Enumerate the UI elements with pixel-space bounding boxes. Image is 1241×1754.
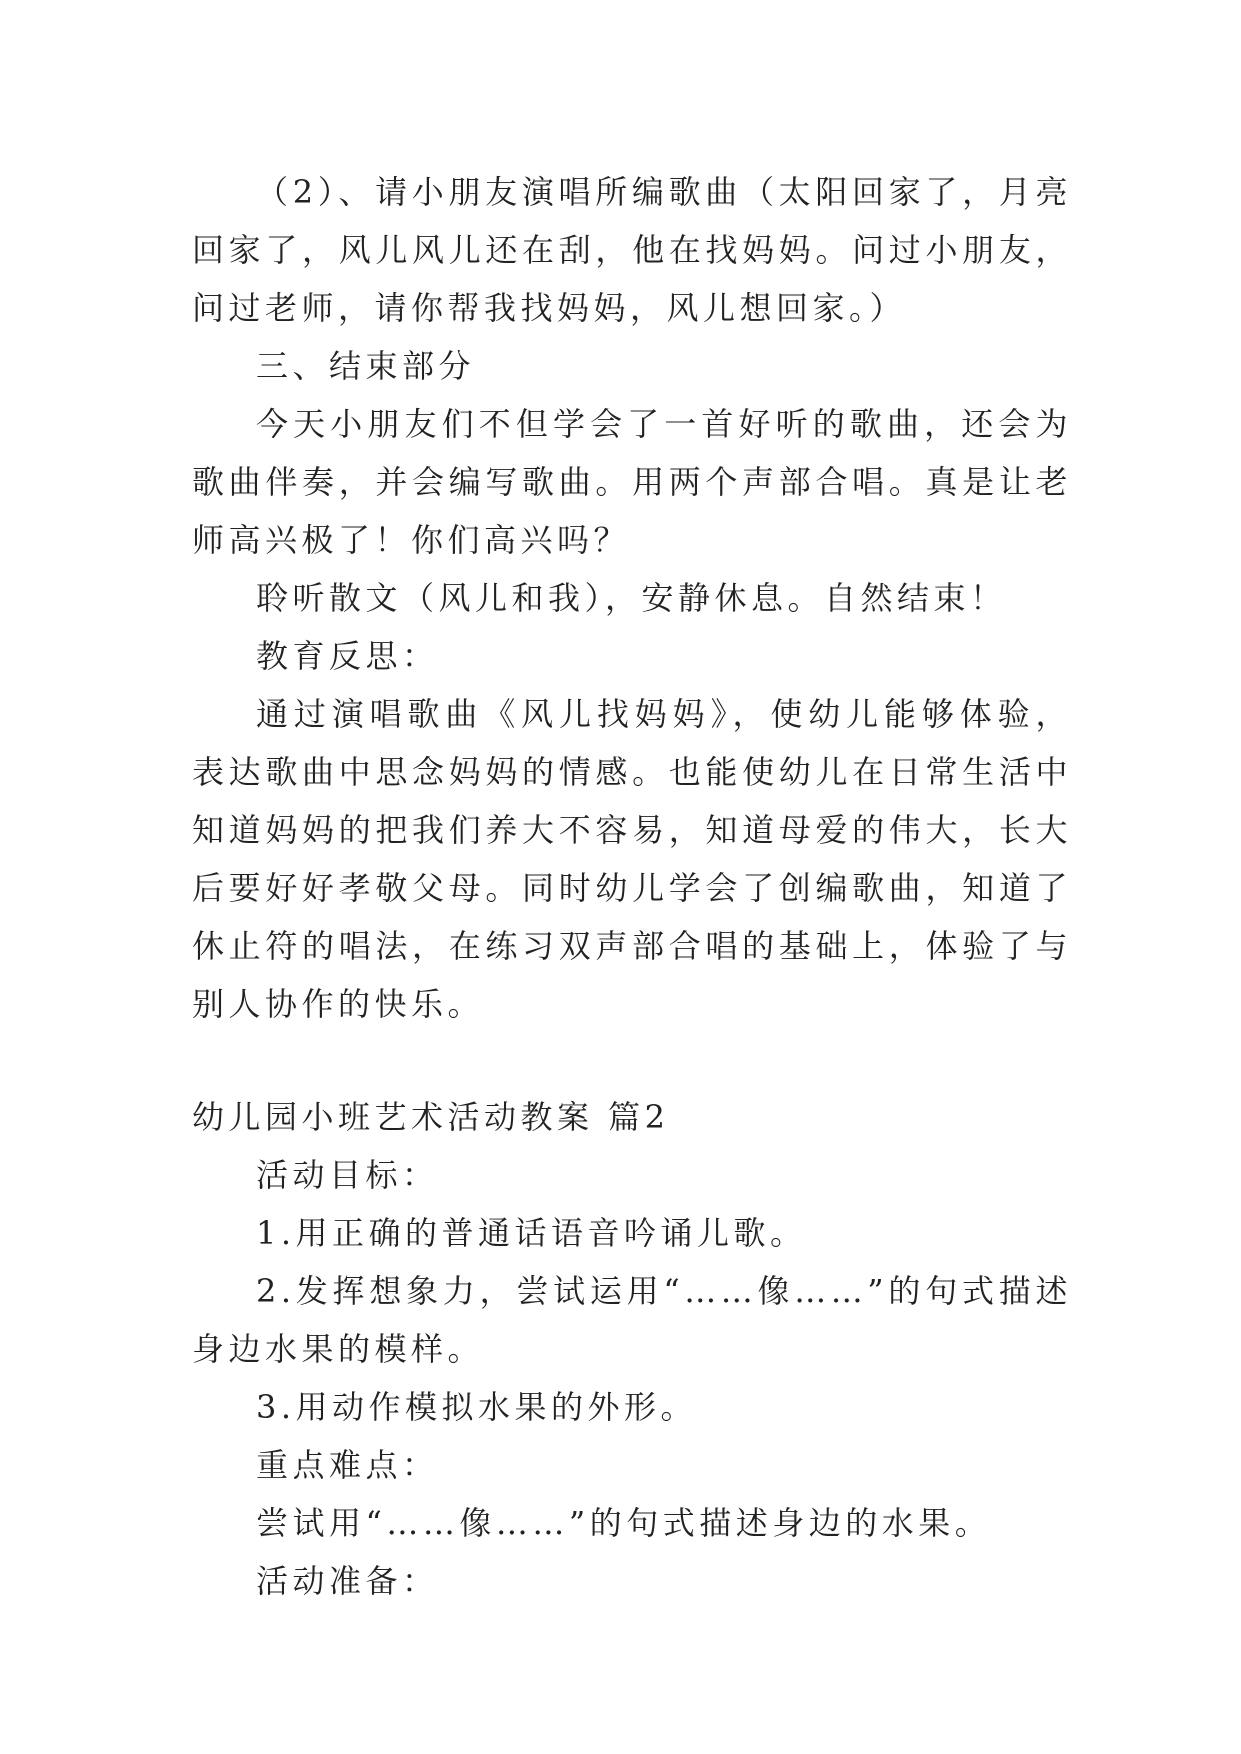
goal-item-3: 3.用动作模拟水果的外形。 (256, 1388, 698, 1426)
document-body (192, 163, 1072, 1610)
goal-item-1: 1.用正确的普通话语音吟诵儿歌。 (256, 1214, 807, 1252)
paragraph-song-performance: （2）、请小朋友演唱所编歌曲（太阳回家了，月亮回家了，风儿风儿还在刮，他在找妈妈。问过小朋友，问过老师，请你帮我找妈妈，风儿想回家。） (192, 173, 1072, 327)
heading-conclusion: 三、结束部分 (256, 347, 476, 385)
heading-key-points: 重点难点： (256, 1446, 439, 1484)
paragraph-reflection: 通过演唱歌曲《风儿找妈妈》，使幼儿能够体验，表达歌曲中思念妈妈的情感。也能使幼儿在日常生活中知道妈妈的把我们养大不容易，知道母爱的伟大，长大后要好好孝敬父母。同时幼儿学会了创编歌曲，知道了休止符的唱法，在练习双声部合唱的基础上，体验了与别人协作的快乐。 (192, 695, 1072, 1023)
goal-item-2: 2.发挥想象力，尝试运用“……像……”的句式描述身边水果的模样。 (192, 1272, 1072, 1368)
section-title: 幼儿园小班艺术活动教案 篇2 (192, 1098, 670, 1136)
heading-reflection: 教育反思： (256, 637, 439, 675)
heading-preparation: 活动准备： (256, 1562, 439, 1600)
key-point-text: 尝试用“……像……”的句式描述身边的水果。 (256, 1504, 992, 1542)
paragraph-summary: 今天小朋友们不但学会了一首好听的歌曲，还会为歌曲伴奏，并会编写歌曲。用两个声部合唱。真是让老师高兴极了！你们高兴吗？ (192, 405, 1072, 559)
paragraph-prose-listening: 聆听散文（风儿和我），安静休息。自然结束！ (256, 579, 1007, 617)
heading-activity-goals: 活动目标： (256, 1156, 439, 1194)
